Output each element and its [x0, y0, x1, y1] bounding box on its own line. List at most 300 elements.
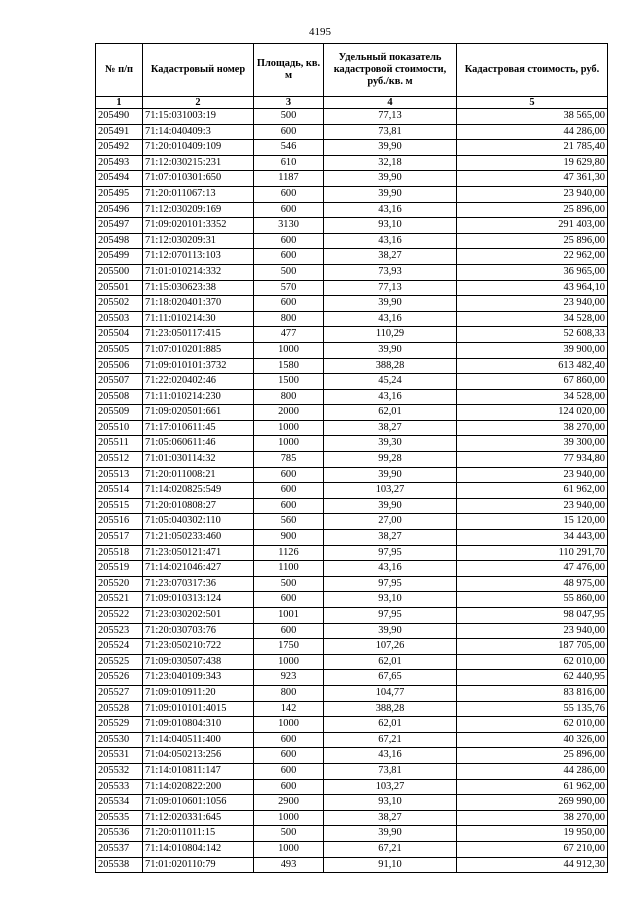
row-index-cell: 205519 — [96, 561, 143, 577]
cadastral-value-cell: 48 975,00 — [457, 576, 608, 592]
row-index-cell: 205513 — [96, 467, 143, 483]
area-cell: 1001 — [254, 608, 324, 624]
column-number-row — [96, 97, 608, 109]
area-cell: 1000 — [254, 810, 324, 826]
cadastral-value-cell: 291 403,00 — [457, 218, 608, 234]
cadastral-number-cell: 71:09:010313:124 — [143, 592, 254, 608]
cadastral-number-cell: 71:07:010201:885 — [143, 342, 254, 358]
cadastral-value-cell: 61 962,00 — [457, 483, 608, 499]
area-cell: 1126 — [254, 545, 324, 561]
specific-value-cell: 77,13 — [324, 280, 457, 296]
specific-value-cell: 77,13 — [324, 109, 457, 125]
cadastral-number-cell: 71:01:010214:332 — [143, 264, 254, 280]
specific-value-cell: 39,90 — [324, 826, 457, 842]
table-row — [96, 264, 608, 280]
row-index-cell: 205510 — [96, 420, 143, 436]
cadastral-number-cell: 71:23:050121:471 — [143, 545, 254, 561]
cadastral-value-cell: 19 950,00 — [457, 826, 608, 842]
area-cell: 600 — [254, 233, 324, 249]
row-index-cell: 205526 — [96, 670, 143, 686]
cadastral-number-cell: 71:09:010804:310 — [143, 717, 254, 733]
cadastral-value-cell: 23 940,00 — [457, 498, 608, 514]
specific-value-cell: 107,26 — [324, 639, 457, 655]
cadastral-value-cell: 25 896,00 — [457, 202, 608, 218]
cadastral-value-cell: 15 120,00 — [457, 514, 608, 530]
area-cell: 1500 — [254, 374, 324, 390]
specific-value-cell: 91,10 — [324, 857, 457, 873]
cadastral-value-cell: 23 940,00 — [457, 623, 608, 639]
area-cell: 570 — [254, 280, 324, 296]
table-row — [96, 280, 608, 296]
table-row — [96, 249, 608, 265]
table-row — [96, 311, 608, 327]
specific-value-cell: 62,01 — [324, 654, 457, 670]
cadastral-number-cell: 71:22:020402:46 — [143, 374, 254, 390]
row-index-cell: 205533 — [96, 779, 143, 795]
table-row — [96, 171, 608, 187]
specific-value-cell: 93,10 — [324, 592, 457, 608]
area-cell: 493 — [254, 857, 324, 873]
page-number: 4195 — [309, 26, 331, 38]
table-row — [96, 654, 608, 670]
table-row — [96, 685, 608, 701]
specific-value-cell: 62,01 — [324, 717, 457, 733]
row-index-cell: 205491 — [96, 124, 143, 140]
cadastral-number-cell: 71:14:040511:400 — [143, 732, 254, 748]
table-row — [96, 498, 608, 514]
cadastral-value-cell: 39 900,00 — [457, 342, 608, 358]
specific-value-cell: 43,16 — [324, 389, 457, 405]
specific-value-cell: 38,27 — [324, 420, 457, 436]
area-cell: 1000 — [254, 717, 324, 733]
area-cell: 600 — [254, 592, 324, 608]
cadastral-number-cell: 71:05:040302:110 — [143, 514, 254, 530]
row-index-cell: 205531 — [96, 748, 143, 764]
specific-value-cell: 73,93 — [324, 264, 457, 280]
specific-value-cell: 39,90 — [324, 623, 457, 639]
row-index-cell: 205496 — [96, 202, 143, 218]
row-index-cell: 205503 — [96, 311, 143, 327]
cadastral-value-cell: 34 443,00 — [457, 530, 608, 546]
row-index-cell: 205532 — [96, 763, 143, 779]
cadastral-number-cell: 71:20:030703:76 — [143, 623, 254, 639]
specific-value-cell: 99,28 — [324, 452, 457, 468]
row-index-cell: 205501 — [96, 280, 143, 296]
cadastral-number-cell: 71:14:020822:200 — [143, 779, 254, 795]
area-cell: 600 — [254, 763, 324, 779]
table-row — [96, 748, 608, 764]
cadastral-number-cell: 71:20:010409:109 — [143, 140, 254, 156]
cadastral-value-cell: 62 440,95 — [457, 670, 608, 686]
row-index-cell: 205530 — [96, 732, 143, 748]
cadastral-value-cell: 47 476,00 — [457, 561, 608, 577]
cadastral-number-cell: 71:01:020110:79 — [143, 857, 254, 873]
header-specific-value: Удельный показатель кадастровой стоимости, руб./кв. м — [324, 44, 457, 97]
cadastral-number-cell: 71:09:010601:1056 — [143, 795, 254, 811]
cadastral-number-cell: 71:20:011011:15 — [143, 826, 254, 842]
table-row — [96, 218, 608, 234]
table-row — [96, 670, 608, 686]
specific-value-cell: 388,28 — [324, 701, 457, 717]
area-cell: 600 — [254, 202, 324, 218]
table-row — [96, 857, 608, 873]
cadastral-number-cell: 71:01:030114:32 — [143, 452, 254, 468]
cadastral-number-cell: 71:04:050213:256 — [143, 748, 254, 764]
area-cell: 1100 — [254, 561, 324, 577]
cadastral-value-cell: 19 629,80 — [457, 155, 608, 171]
row-index-cell: 205498 — [96, 233, 143, 249]
row-index-cell: 205499 — [96, 249, 143, 265]
table-row — [96, 561, 608, 577]
cadastral-number-cell: 71:09:020501:661 — [143, 405, 254, 421]
row-index-cell: 205508 — [96, 389, 143, 405]
cadastral-number-cell: 71:14:010811:147 — [143, 763, 254, 779]
specific-value-cell: 39,90 — [324, 342, 457, 358]
cadastral-value-cell: 269 990,00 — [457, 795, 608, 811]
area-cell: 600 — [254, 748, 324, 764]
cadastral-value-cell: 55 135,76 — [457, 701, 608, 717]
area-cell: 1000 — [254, 420, 324, 436]
table-row — [96, 140, 608, 156]
area-cell: 477 — [254, 327, 324, 343]
table-row — [96, 420, 608, 436]
cadastral-number-cell: 71:14:040409:3 — [143, 124, 254, 140]
table-row — [96, 405, 608, 421]
cadastral-number-cell: 71:14:010804:142 — [143, 841, 254, 857]
cadastral-value-cell: 40 326,00 — [457, 732, 608, 748]
cadastral-value-cell: 23 940,00 — [457, 296, 608, 312]
cadastral-number-cell: 71:11:010214:230 — [143, 389, 254, 405]
cadastral-value-cell: 124 020,00 — [457, 405, 608, 421]
cadastral-value-cell: 55 860,00 — [457, 592, 608, 608]
cadastral-number-cell: 71:20:011008:21 — [143, 467, 254, 483]
specific-value-cell: 103,27 — [324, 483, 457, 499]
area-cell: 500 — [254, 826, 324, 842]
table-row — [96, 779, 608, 795]
specific-value-cell: 38,27 — [324, 249, 457, 265]
area-cell: 600 — [254, 124, 324, 140]
table-row — [96, 592, 608, 608]
row-index-cell: 205493 — [96, 155, 143, 171]
table-row — [96, 763, 608, 779]
cadastral-number-cell: 71:09:010101:3732 — [143, 358, 254, 374]
row-index-cell: 205529 — [96, 717, 143, 733]
area-cell: 2900 — [254, 795, 324, 811]
specific-value-cell: 73,81 — [324, 763, 457, 779]
specific-value-cell: 67,21 — [324, 841, 457, 857]
cadastral-number-cell: 71:05:060611:46 — [143, 436, 254, 452]
area-cell: 1187 — [254, 171, 324, 187]
cadastral-value-cell: 39 300,00 — [457, 436, 608, 452]
table-row — [96, 623, 608, 639]
table-row — [96, 436, 608, 452]
row-index-cell: 205504 — [96, 327, 143, 343]
specific-value-cell: 39,30 — [324, 436, 457, 452]
specific-value-cell: 93,10 — [324, 218, 457, 234]
specific-value-cell: 39,90 — [324, 296, 457, 312]
specific-value-cell: 43,16 — [324, 748, 457, 764]
cadastral-value-cell: 62 010,00 — [457, 654, 608, 670]
area-cell: 900 — [254, 530, 324, 546]
area-cell: 1000 — [254, 841, 324, 857]
cadastral-value-cell: 110 291,70 — [457, 545, 608, 561]
cadastral-value-cell: 187 705,00 — [457, 639, 608, 655]
specific-value-cell: 32,18 — [324, 155, 457, 171]
specific-value-cell: 110,29 — [324, 327, 457, 343]
cadastral-number-cell: 71:12:020331:645 — [143, 810, 254, 826]
table-row — [96, 358, 608, 374]
cadastral-number-cell: 71:23:040109:343 — [143, 670, 254, 686]
cadastral-value-cell: 23 940,00 — [457, 186, 608, 202]
specific-value-cell: 39,90 — [324, 467, 457, 483]
specific-value-cell: 93,10 — [324, 795, 457, 811]
row-index-cell: 205506 — [96, 358, 143, 374]
row-index-cell: 205537 — [96, 841, 143, 857]
specific-value-cell: 27,00 — [324, 514, 457, 530]
table-row — [96, 452, 608, 468]
area-cell: 500 — [254, 264, 324, 280]
cadastral-number-cell: 71:12:070113:103 — [143, 249, 254, 265]
specific-value-cell: 39,90 — [324, 140, 457, 156]
cadastral-number-cell: 71:07:010301:650 — [143, 171, 254, 187]
table-row — [96, 124, 608, 140]
area-cell: 1000 — [254, 342, 324, 358]
column-number: 5 — [457, 97, 608, 109]
table-row — [96, 374, 608, 390]
row-index-cell: 205507 — [96, 374, 143, 390]
header-area: Площадь, кв. м — [254, 44, 324, 97]
area-cell: 500 — [254, 576, 324, 592]
specific-value-cell: 43,16 — [324, 202, 457, 218]
cadastral-number-cell: 71:15:030623:38 — [143, 280, 254, 296]
cadastral-number-cell: 71:09:010101:4015 — [143, 701, 254, 717]
table-row — [96, 530, 608, 546]
table-row — [96, 202, 608, 218]
specific-value-cell: 39,90 — [324, 186, 457, 202]
area-cell: 600 — [254, 296, 324, 312]
area-cell: 2000 — [254, 405, 324, 421]
row-index-cell: 205517 — [96, 530, 143, 546]
area-cell: 800 — [254, 311, 324, 327]
row-index-cell: 205492 — [96, 140, 143, 156]
row-index-cell: 205514 — [96, 483, 143, 499]
specific-value-cell: 38,27 — [324, 810, 457, 826]
row-index-cell: 205490 — [96, 109, 143, 125]
cadastral-value-cell: 52 608,33 — [457, 327, 608, 343]
area-cell: 923 — [254, 670, 324, 686]
cadastral-value-cell: 21 785,40 — [457, 140, 608, 156]
header-index: № п/п — [96, 44, 143, 97]
cadastral-value-cell: 83 816,00 — [457, 685, 608, 701]
header-cadastral-number: Кадастровый номер — [143, 44, 254, 97]
cadastral-number-cell: 71:12:030209:31 — [143, 233, 254, 249]
area-cell: 560 — [254, 514, 324, 530]
cadastral-value-cell: 98 047,95 — [457, 608, 608, 624]
area-cell: 500 — [254, 109, 324, 125]
cadastral-value-cell: 44 912,30 — [457, 857, 608, 873]
column-number: 1 — [96, 97, 143, 109]
specific-value-cell: 97,95 — [324, 545, 457, 561]
cadastral-value-cell: 36 965,00 — [457, 264, 608, 280]
row-index-cell: 205535 — [96, 810, 143, 826]
table-row — [96, 514, 608, 530]
cadastral-number-cell: 71:11:010214:30 — [143, 311, 254, 327]
column-number: 4 — [324, 97, 457, 109]
row-index-cell: 205512 — [96, 452, 143, 468]
area-cell: 3130 — [254, 218, 324, 234]
specific-value-cell: 39,90 — [324, 498, 457, 514]
row-index-cell: 205521 — [96, 592, 143, 608]
cadastral-number-cell: 71:12:030209:169 — [143, 202, 254, 218]
row-index-cell: 205515 — [96, 498, 143, 514]
cadastral-value-cell: 44 286,00 — [457, 763, 608, 779]
table-row — [96, 608, 608, 624]
row-index-cell: 205527 — [96, 685, 143, 701]
cadastral-value-cell: 613 482,40 — [457, 358, 608, 374]
area-cell: 800 — [254, 685, 324, 701]
cadastral-value-cell: 67 860,00 — [457, 374, 608, 390]
cadastral-value-cell: 34 528,00 — [457, 389, 608, 405]
cadastral-number-cell: 71:12:030215:231 — [143, 155, 254, 171]
table-row — [96, 233, 608, 249]
table-row — [96, 576, 608, 592]
table-row — [96, 186, 608, 202]
cadastral-number-cell: 71:09:030507:438 — [143, 654, 254, 670]
cadastral-value-cell: 38 565,00 — [457, 109, 608, 125]
area-cell: 1000 — [254, 436, 324, 452]
cadastral-value-cell: 61 962,00 — [457, 779, 608, 795]
specific-value-cell: 104,77 — [324, 685, 457, 701]
area-cell: 546 — [254, 140, 324, 156]
specific-value-cell: 97,95 — [324, 608, 457, 624]
table-row — [96, 841, 608, 857]
cadastral-number-cell: 71:09:010911:20 — [143, 685, 254, 701]
cadastral-table — [95, 43, 608, 873]
cadastral-value-cell: 77 934,80 — [457, 452, 608, 468]
cadastral-number-cell: 71:14:020825:549 — [143, 483, 254, 499]
cadastral-value-cell: 47 361,30 — [457, 171, 608, 187]
row-index-cell: 205495 — [96, 186, 143, 202]
cadastral-value-cell: 62 010,00 — [457, 717, 608, 733]
cadastral-value-cell: 38 270,00 — [457, 420, 608, 436]
row-index-cell: 205538 — [96, 857, 143, 873]
area-cell: 142 — [254, 701, 324, 717]
cadastral-number-cell: 71:15:031003:19 — [143, 109, 254, 125]
row-index-cell: 205525 — [96, 654, 143, 670]
cadastral-value-cell: 67 210,00 — [457, 841, 608, 857]
table-row — [96, 639, 608, 655]
cadastral-value-cell: 38 270,00 — [457, 810, 608, 826]
cadastral-number-cell: 71:09:020101:3352 — [143, 218, 254, 234]
area-cell: 1580 — [254, 358, 324, 374]
table-row — [96, 717, 608, 733]
table-row — [96, 483, 608, 499]
row-index-cell: 205516 — [96, 514, 143, 530]
table-row — [96, 109, 608, 125]
table-row — [96, 155, 608, 171]
table-row — [96, 732, 608, 748]
row-index-cell: 205520 — [96, 576, 143, 592]
row-index-cell: 205534 — [96, 795, 143, 811]
table-row — [96, 795, 608, 811]
table-body — [96, 109, 608, 873]
cadastral-number-cell: 71:21:050233:460 — [143, 530, 254, 546]
area-cell: 600 — [254, 732, 324, 748]
area-cell: 1000 — [254, 654, 324, 670]
specific-value-cell: 388,28 — [324, 358, 457, 374]
row-index-cell: 205502 — [96, 296, 143, 312]
table-row — [96, 467, 608, 483]
cadastral-value-cell: 23 940,00 — [457, 467, 608, 483]
area-cell: 600 — [254, 467, 324, 483]
cadastral-value-cell: 44 286,00 — [457, 124, 608, 140]
table-row — [96, 296, 608, 312]
cadastral-number-cell: 71:23:030202:501 — [143, 608, 254, 624]
column-number: 2 — [143, 97, 254, 109]
table-row — [96, 342, 608, 358]
row-index-cell: 205497 — [96, 218, 143, 234]
area-cell: 785 — [254, 452, 324, 468]
row-index-cell: 205524 — [96, 639, 143, 655]
table-row — [96, 826, 608, 842]
specific-value-cell: 97,95 — [324, 576, 457, 592]
header-cadastral-value: Кадастровая стоимость, руб. — [457, 44, 608, 97]
specific-value-cell: 67,21 — [324, 732, 457, 748]
specific-value-cell: 43,16 — [324, 311, 457, 327]
row-index-cell: 205505 — [96, 342, 143, 358]
specific-value-cell: 62,01 — [324, 405, 457, 421]
row-index-cell: 205522 — [96, 608, 143, 624]
specific-value-cell: 43,16 — [324, 233, 457, 249]
row-index-cell: 205511 — [96, 436, 143, 452]
cadastral-number-cell: 71:20:011067:13 — [143, 186, 254, 202]
row-index-cell: 205518 — [96, 545, 143, 561]
specific-value-cell: 67,65 — [324, 670, 457, 686]
row-index-cell: 205523 — [96, 623, 143, 639]
specific-value-cell: 39,90 — [324, 171, 457, 187]
table-header-row — [96, 44, 608, 97]
cadastral-number-cell: 71:17:010611:45 — [143, 420, 254, 436]
cadastral-number-cell: 71:14:021046:427 — [143, 561, 254, 577]
cadastral-number-cell: 71:18:020401:370 — [143, 296, 254, 312]
specific-value-cell: 103,27 — [324, 779, 457, 795]
cadastral-number-cell: 71:23:070317:36 — [143, 576, 254, 592]
area-cell: 600 — [254, 483, 324, 499]
cadastral-number-cell: 71:20:010808:27 — [143, 498, 254, 514]
cadastral-value-cell: 22 962,00 — [457, 249, 608, 265]
area-cell: 600 — [254, 249, 324, 265]
row-index-cell: 205509 — [96, 405, 143, 421]
table-row — [96, 327, 608, 343]
table-row — [96, 701, 608, 717]
row-index-cell: 205536 — [96, 826, 143, 842]
specific-value-cell: 73,81 — [324, 124, 457, 140]
area-cell: 600 — [254, 498, 324, 514]
cadastral-value-cell: 25 896,00 — [457, 748, 608, 764]
area-cell: 800 — [254, 389, 324, 405]
specific-value-cell: 43,16 — [324, 561, 457, 577]
area-cell: 610 — [254, 155, 324, 171]
table-row — [96, 545, 608, 561]
specific-value-cell: 45,24 — [324, 374, 457, 390]
cadastral-value-cell: 34 528,00 — [457, 311, 608, 327]
area-cell: 600 — [254, 623, 324, 639]
row-index-cell: 205494 — [96, 171, 143, 187]
area-cell: 1750 — [254, 639, 324, 655]
cadastral-value-cell: 25 896,00 — [457, 233, 608, 249]
table-row — [96, 389, 608, 405]
cadastral-number-cell: 71:23:050210:722 — [143, 639, 254, 655]
